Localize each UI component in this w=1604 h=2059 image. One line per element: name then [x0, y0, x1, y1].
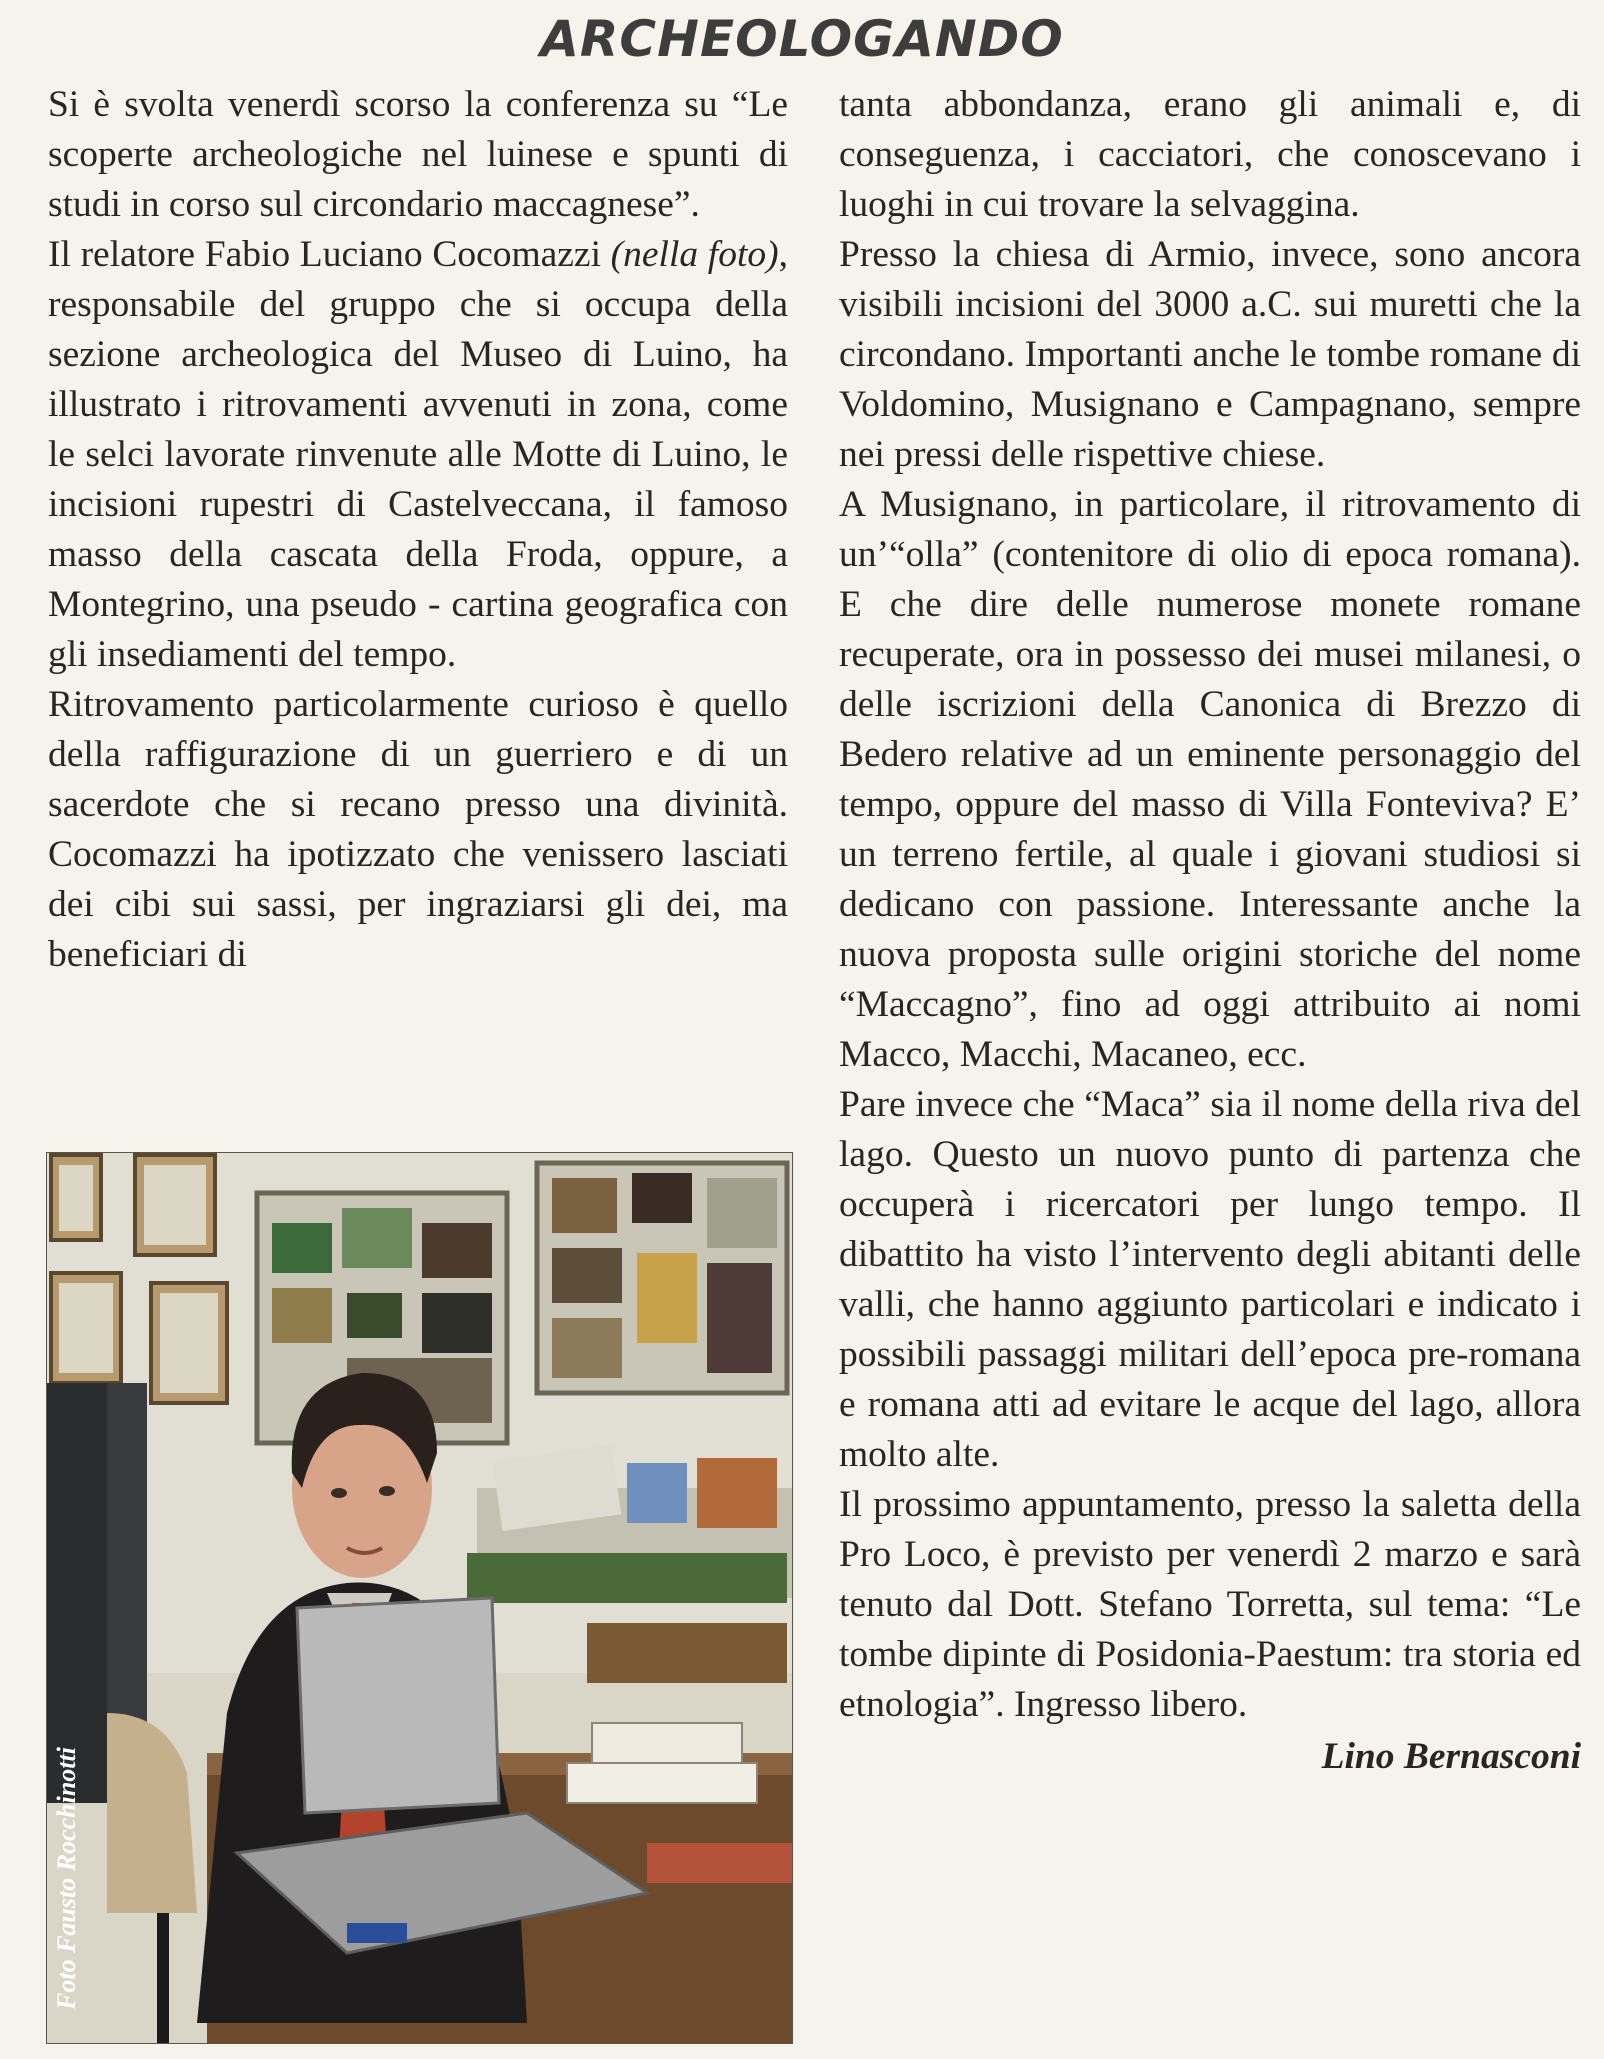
paragraph-armio: Presso la chiesa di Armio, invece, sono ancora visibili incisioni del 3000 a.C. sui muretti che la circondano. Importanti anche le tombe romane di Voldomino, Musignano e Campagnano, sempre nei pressi delle rispettive chiese. [839, 234, 1581, 475]
paragraph-maca: Pare invece che “Maca” sia il nome della riva del lago. Questo un nuovo punto di partenza che occuperà i ricercatori per lungo tempo. Il dibattito ha visto l’intervento degli abitanti delle valli, che hanno aggiunto particolari e indicato i possibili passaggi militari dell’epoca pre-romana e romana atti ad evitare le acque del lago, allora molto alte. [839, 1084, 1581, 1475]
paragraph-next-meeting: Il prossimo appuntamento, presso la saletta della Pro Loco, è previsto per venerdì 2 marzo e sarà tenuto dal Dott. Stefano Torretta, sul tema: “Le tombe dipinte di Posidonia-Paestum: tra storia ed etnologia”. Ingresso libero. [839, 1484, 1581, 1725]
paragraph-musignano: A Musignano, in particolare, il ritrovamento di un’“olla” (contenitore di olio di epoca romana). E che dire delle numerose monete romane recuperate, ora in possesso dei musei milanesi, o delle iscrizioni della Canonica di Brezzo di Bedero relative ad un eminente personaggio del tempo, oppure del masso di Villa Fonteviva? E’ un terreno fertile, al quale i giovani studiosi si dedicano con passione. Interessante anche la nuova proposta sulle origini storiche del nome “Maccagno”, fino ad oggi attribuito ai nomi Macco, Macchi, Macaneo, ecc. [839, 484, 1581, 1075]
paragraph-finding: Ritrovamento particolarmente curioso è quello della raffigurazione di un guerriero e di un sacerdote che si recano presso una divinità. Cocomazzi ha ipotizzato che venissero lasciati dei cibi sui sassi, per ingraziarsi gli dei, ma beneficiari di [48, 684, 788, 975]
author-signature: Lino Bernasconi [1321, 1736, 1581, 1777]
left-column [48, 80, 788, 980]
right-column [839, 80, 1581, 1782]
paragraph-intro: Si è svolta venerdì scorso la conferenza su “Le scoperte archeologiche nel luinese e spunti di studi in corso sul circondario maccagnese”. [48, 84, 788, 225]
speaker-text: Il relatore Fabio Luciano Cocomazzi [48, 234, 611, 275]
photo-reference: (nella foto) [610, 234, 779, 275]
paragraph-hunters: tanta abbondanza, erano gli animali e, di conseguenza, i cacciatori, che conoscevano i luoghi in cui trovare la selvaggina. [839, 84, 1581, 225]
photo-credit: Foto Fausto Rocchinotti [52, 1747, 81, 2010]
speaker-text-continued: , responsabile del gruppo che si occupa della sezione archeologica del Museo di Luino, ha illustrato i ritrovamenti avvenuti in zona, come le selci lavorate rinvenute alle Motte di Luino, le incisioni rupestri di Castelveccana, il famoso masso della cascata della Froda, oppure, a Montegrino, una pseudo - cartina geografica con gli insediamenti del tempo. [48, 234, 788, 675]
paragraph-speaker [48, 230, 788, 680]
article-title: ARCHEOLOGANDO [540, 10, 1064, 68]
conference-photo [46, 1152, 793, 2044]
